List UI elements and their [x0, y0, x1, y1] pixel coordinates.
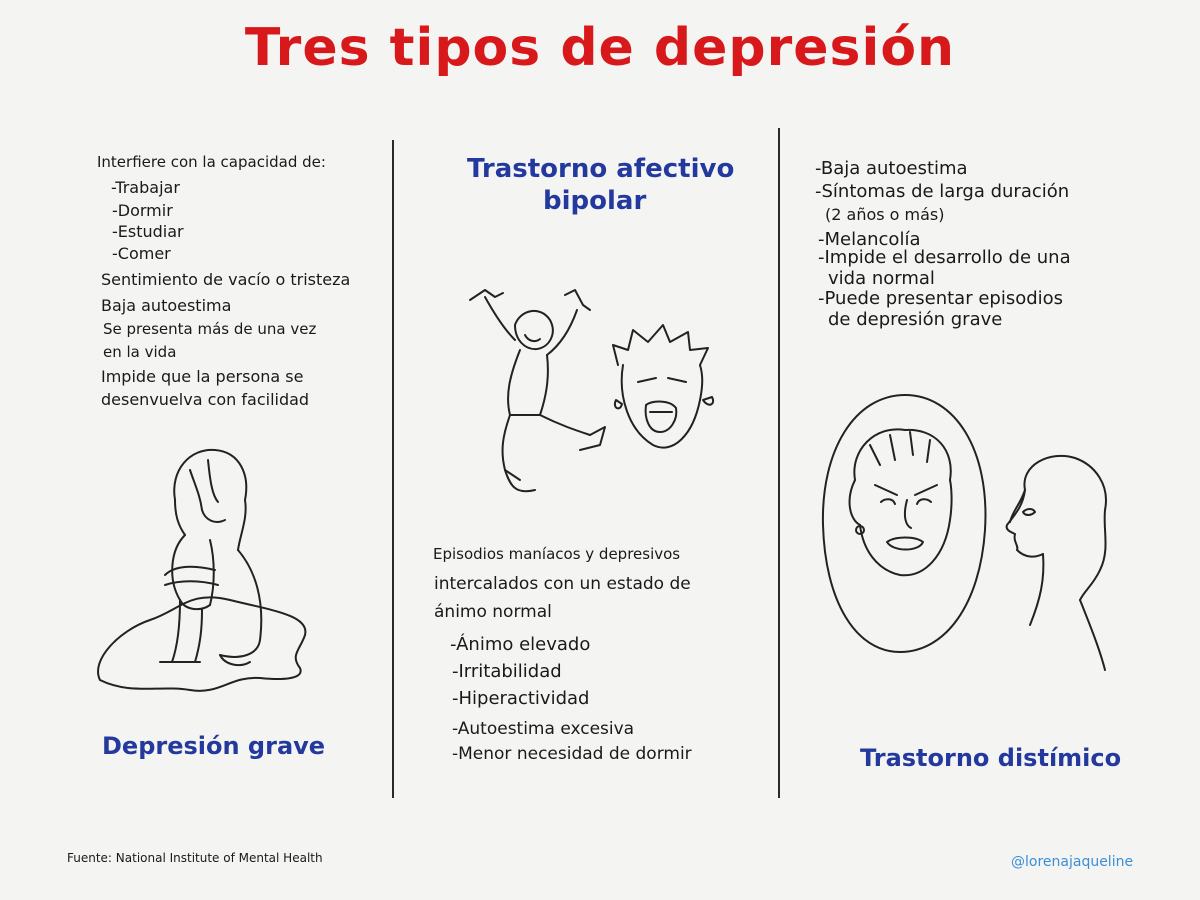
- col3-line: vida normal: [828, 268, 935, 289]
- crying-face-drawing: [608, 320, 728, 460]
- page-title: Tres tipos de depresión: [244, 18, 956, 78]
- woman-profile-drawing: [995, 450, 1115, 680]
- col1-line: Se presenta más de una vez: [103, 320, 317, 338]
- col2-line: intercalados con un estado de: [434, 574, 691, 594]
- col2-line: -Menor necesidad de dormir: [452, 744, 692, 764]
- col3-line: -Baja autoestima: [815, 158, 968, 179]
- col3-line: de depresión grave: [828, 309, 1003, 330]
- col2-line: ánimo normal: [434, 602, 552, 622]
- col1-line: -Trabajar: [111, 178, 180, 197]
- col2-line: -Irritabilidad: [452, 661, 562, 682]
- col2-line: Episodios maníacos y depresivos: [433, 545, 681, 563]
- heading-bipolar-line2: bipolar: [543, 186, 647, 216]
- heading-bipolar-line1: Trastorno afectivo: [467, 154, 735, 184]
- jumping-person-drawing: [465, 285, 615, 505]
- col3-line: -Síntomas de larga duración: [815, 181, 1070, 202]
- col2-line: -Ánimo elevado: [450, 634, 591, 655]
- col3-line: -Puede presentar episodios: [818, 288, 1064, 309]
- col1-line: -Estudiar: [112, 222, 184, 241]
- col1-line: Sentimiento de vacío o tristeza: [101, 270, 351, 289]
- col1-line: Interfiere con la capacidad de:: [97, 153, 326, 171]
- col2-line: -Hiperactividad: [452, 688, 590, 709]
- col1-line: desenvuelva con facilidad: [101, 390, 310, 409]
- col3-line: -Melancolía: [818, 229, 921, 250]
- col1-line: Baja autoestima: [101, 296, 232, 315]
- col1-line: en la vida: [103, 343, 177, 361]
- col3-line: (2 años o más): [825, 205, 945, 224]
- footer-source: Fuente: National Institute of Mental Health: [67, 851, 323, 865]
- col1-line: -Comer: [112, 244, 171, 263]
- column-divider-left: [392, 140, 394, 798]
- heading-trastorno-distimico: Trastorno distímico: [860, 744, 1122, 772]
- col1-line: -Dormir: [112, 201, 173, 220]
- column-divider-right: [778, 128, 780, 798]
- col1-line: Impide que la persona se: [101, 367, 304, 386]
- sad-sitting-person-drawing: [90, 440, 320, 700]
- col3-line: -Impide el desarrollo de una: [818, 247, 1071, 268]
- mirror-angry-face-drawing: [815, 390, 995, 660]
- heading-depresion-grave: Depresión grave: [102, 732, 326, 760]
- footer-handle: @lorenajaqueline: [1011, 854, 1134, 870]
- col2-line: -Autoestima excesiva: [452, 719, 635, 739]
